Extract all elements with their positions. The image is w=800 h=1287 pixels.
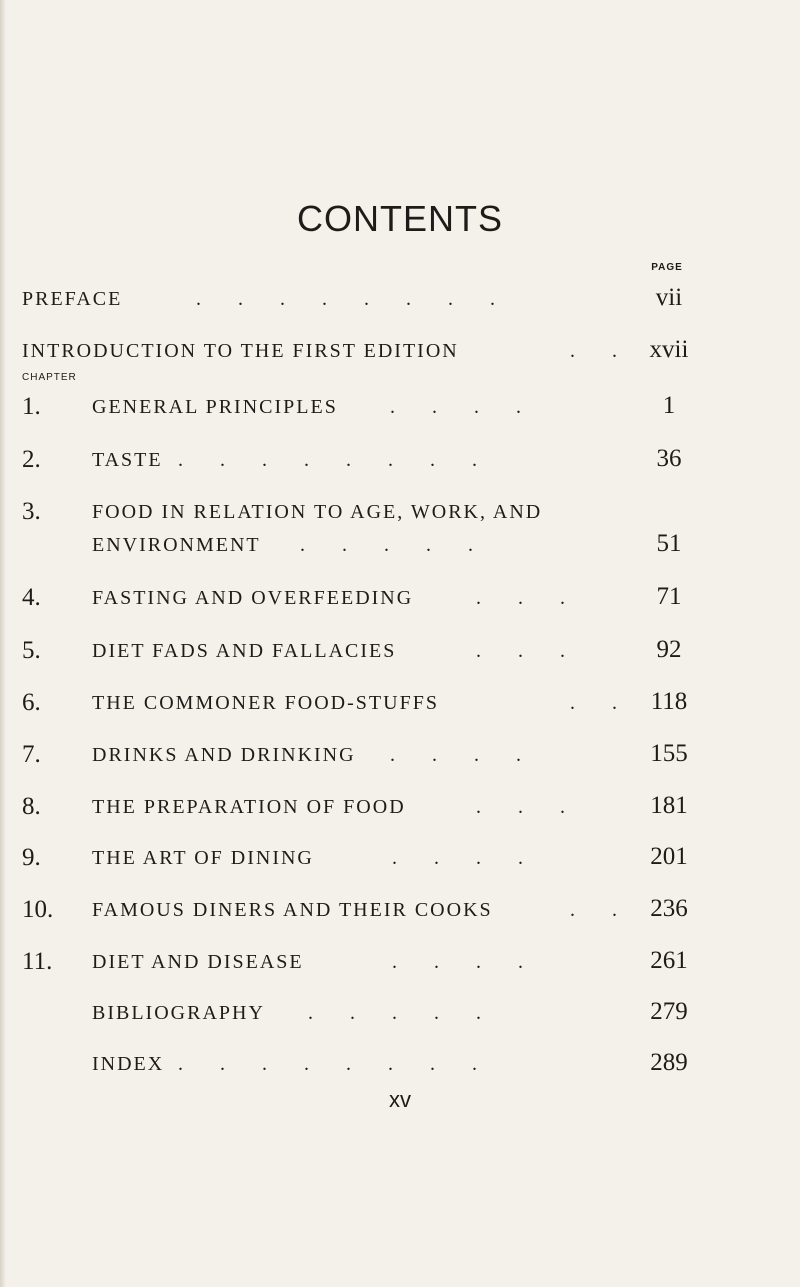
entry-page-number: 1 xyxy=(662,392,676,419)
entry-title: TASTE xyxy=(92,449,163,471)
toc-entry-chapter-4[interactable] xyxy=(0,582,800,616)
chapter-number: 11. xyxy=(22,948,53,975)
dot-leader: . . . . . . . . xyxy=(178,449,479,471)
entry-page-number: 201 xyxy=(650,843,688,870)
toc-entry-chapter-3[interactable] xyxy=(0,496,800,530)
dot-leader: . . . . xyxy=(392,951,525,973)
dot-leader: . . . xyxy=(476,640,567,662)
entry-title: FOOD IN RELATION TO AGE, WORK, AND xyxy=(92,501,543,523)
chapter-number: 3. xyxy=(22,498,41,525)
entry-title: FAMOUS DINERS AND THEIR COOKS xyxy=(92,899,493,921)
entry-page-number: 71 xyxy=(656,583,682,610)
entry-page-number: 92 xyxy=(656,636,682,663)
entry-page-number: 181 xyxy=(650,792,688,819)
toc-entry-chapter-1[interactable] xyxy=(0,391,800,425)
entry-title: PREFACE xyxy=(22,288,123,310)
toc-entry-chapter-8[interactable] xyxy=(0,791,800,825)
page-folio: xv xyxy=(389,1087,411,1112)
entry-page-number: 279 xyxy=(650,998,688,1025)
dot-leader: . . . xyxy=(476,796,567,818)
toc-entry-index[interactable] xyxy=(0,1048,800,1082)
entry-page-number: xvii xyxy=(649,336,689,363)
dot-leader: . . . . . . . . xyxy=(196,288,497,310)
dot-leader: . . xyxy=(570,340,619,362)
toc-entry-chapter-9[interactable] xyxy=(0,842,800,876)
chapter-number: 2. xyxy=(22,446,41,473)
toc-entry-chapter-7[interactable] xyxy=(0,739,800,773)
entry-title: GENERAL PRINCIPLES xyxy=(92,396,338,418)
entry-title: DIET FADS AND FALLACIES xyxy=(92,640,397,662)
chapter-number: 10. xyxy=(22,896,54,923)
entry-page-number: 236 xyxy=(650,895,688,922)
chapter-number: 8. xyxy=(22,793,41,820)
toc-entry-bibliography[interactable] xyxy=(0,997,800,1031)
entry-page-number: 118 xyxy=(650,688,688,715)
entry-title: DRINKS AND DRINKING xyxy=(92,744,356,766)
dot-leader: . . . . . xyxy=(308,1002,483,1024)
entry-title: FASTING AND OVERFEEDING xyxy=(92,587,414,609)
page-column-heading: PAGE xyxy=(651,262,683,273)
chapter-column-heading: CHAPTER xyxy=(22,372,77,383)
chapter-number: 4. xyxy=(22,584,41,611)
dot-leader: . . . . . xyxy=(300,534,475,556)
dot-leader: . . . . xyxy=(390,396,523,418)
toc-entry-preface[interactable] xyxy=(0,283,800,317)
toc-entry-chapter-2[interactable] xyxy=(0,444,800,478)
entry-page-number: vii xyxy=(655,284,683,311)
entry-title: BIBLIOGRAPHY xyxy=(92,1002,265,1024)
page-title: CONTENTS xyxy=(297,198,503,239)
entry-page-number: 51 xyxy=(656,530,682,557)
entry-title: THE ART OF DINING xyxy=(92,847,314,869)
entry-title: THE COMMONER FOOD-STUFFS xyxy=(92,692,439,714)
toc-entry-chapter-5[interactable] xyxy=(0,635,800,669)
dot-leader: . . . . . . . . xyxy=(178,1053,479,1075)
entry-page-number: 289 xyxy=(650,1049,688,1076)
entry-title-continued: ENVIRONMENT xyxy=(92,534,261,556)
entry-title: DIET AND DISEASE xyxy=(92,951,304,973)
toc-entry-chapter-11[interactable] xyxy=(0,946,800,980)
chapter-number: 1. xyxy=(22,393,41,420)
dot-leader: . . . xyxy=(476,587,567,609)
toc-entry-chapter-10[interactable] xyxy=(0,894,800,928)
chapter-number: 9. xyxy=(22,844,41,871)
toc-entry-introduction[interactable] xyxy=(0,335,800,369)
toc-entry-chapter-6[interactable] xyxy=(0,687,800,721)
entry-page-number: 261 xyxy=(650,947,688,974)
entry-title: INDEX xyxy=(92,1053,165,1075)
dot-leader: . . . . xyxy=(392,847,525,869)
dot-leader: . . xyxy=(570,692,619,714)
dot-leader: . . xyxy=(570,899,619,921)
entry-page-number: 155 xyxy=(650,740,688,767)
chapter-number: 6. xyxy=(22,689,41,716)
chapter-number: 7. xyxy=(22,741,41,768)
toc-entry-chapter-3-continued[interactable] xyxy=(0,529,800,563)
entry-title: THE PREPARATION OF FOOD xyxy=(92,796,406,818)
entry-page-number: 36 xyxy=(656,445,682,472)
chapter-number: 5. xyxy=(22,637,41,664)
dot-leader: . . . . xyxy=(390,744,523,766)
entry-title: INTRODUCTION TO THE FIRST EDITION xyxy=(22,340,459,362)
